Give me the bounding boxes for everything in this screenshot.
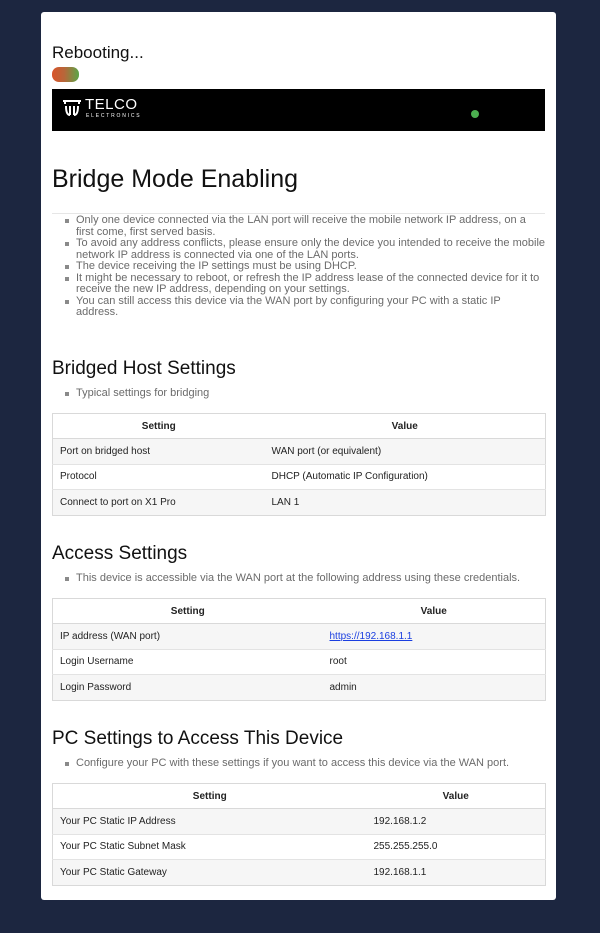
table-header-row [53, 414, 546, 439]
table-header-row [53, 599, 546, 624]
access-settings-heading: Access Settings [52, 543, 188, 564]
setting-cell: Port on bridged host [53, 439, 265, 465]
logo-subtext: ELECTRONICS [86, 113, 142, 119]
setting-cell: Login Username [53, 649, 323, 675]
setting-cell: Connect to port on X1 Pro [53, 490, 265, 516]
table-row [53, 624, 546, 650]
pc-settings-table [52, 783, 546, 886]
value-cell: 192.168.1.1 [367, 860, 546, 886]
content-card [41, 12, 556, 900]
table-row [53, 649, 546, 675]
value-cell: root [323, 649, 546, 675]
column-header: Value [265, 414, 546, 439]
table-row [53, 490, 546, 516]
access-settings-notes [65, 573, 545, 585]
access-settings-table [52, 598, 546, 701]
table-row [53, 860, 546, 886]
column-header: Setting [53, 784, 367, 809]
value-cell: DHCP (Automatic IP Configuration) [265, 464, 546, 490]
table-row [53, 675, 546, 701]
value-cell: LAN 1 [265, 490, 546, 516]
column-header: Setting [53, 414, 265, 439]
list-item: You can still access this device via the WAN port by configuring your PC with a static IP address. [65, 296, 545, 319]
logo-text: TELCO [85, 96, 138, 113]
setting-cell: Login Password [53, 675, 323, 701]
column-header: Value [367, 784, 546, 809]
table-header-row [53, 784, 546, 809]
column-header: Value [323, 599, 546, 624]
wan-ip-link[interactable]: https://192.168.1.1 [329, 630, 413, 642]
status-title: Rebooting... [52, 43, 144, 62]
column-header: Setting [53, 599, 323, 624]
setting-cell: Your PC Static Gateway [53, 860, 367, 886]
list-item: Only one device connected via the LAN port will receive the mobile network IP address, on a first come, first served basis. [65, 215, 545, 238]
setting-cell: IP address (WAN port) [53, 624, 323, 650]
value-cell [323, 624, 546, 650]
bridged-host-table [52, 413, 546, 516]
list-item: Configure your PC with these settings if you want to access this device via the WAN port. [65, 758, 545, 770]
table-row [53, 834, 546, 860]
list-item: It might be necessary to reboot, or refresh the IP address lease of the connected device for it to receive the new IP address, depending on your settings. [65, 273, 545, 296]
setting-cell: Your PC Static Subnet Mask [53, 834, 367, 860]
bridge-notes-list [65, 215, 545, 319]
reboot-progress-bar [52, 67, 79, 82]
telco-logo-icon [62, 99, 82, 117]
value-cell: 255.255.255.0 [367, 834, 546, 860]
list-item: This device is accessible via the WAN port at the following address using these credentials. [65, 573, 545, 585]
table-row [53, 439, 546, 465]
value-cell: admin [323, 675, 546, 701]
pc-settings-notes [65, 758, 545, 770]
telco-logo [62, 97, 152, 123]
list-item: To avoid any address conflicts, please ensure only the device you intended to receive the mobile network IP address is connected via one of the LAN ports. [65, 238, 545, 261]
setting-cell: Protocol [53, 464, 265, 490]
list-item: The device receiving the IP settings must be using DHCP. [65, 261, 545, 273]
brand-banner [52, 89, 545, 131]
table-row [53, 464, 546, 490]
value-cell: 192.168.1.2 [367, 809, 546, 835]
table-row [53, 809, 546, 835]
bridged-host-heading: Bridged Host Settings [52, 358, 236, 379]
pc-settings-heading: PC Settings to Access This Device [52, 728, 344, 749]
bridged-host-notes [65, 388, 545, 400]
setting-cell: Your PC Static IP Address [53, 809, 367, 835]
status-led-icon [471, 110, 479, 118]
value-cell: WAN port (or equivalent) [265, 439, 546, 465]
page-title: Bridge Mode Enabling [52, 165, 298, 193]
list-item: Typical settings for bridging [65, 388, 545, 400]
